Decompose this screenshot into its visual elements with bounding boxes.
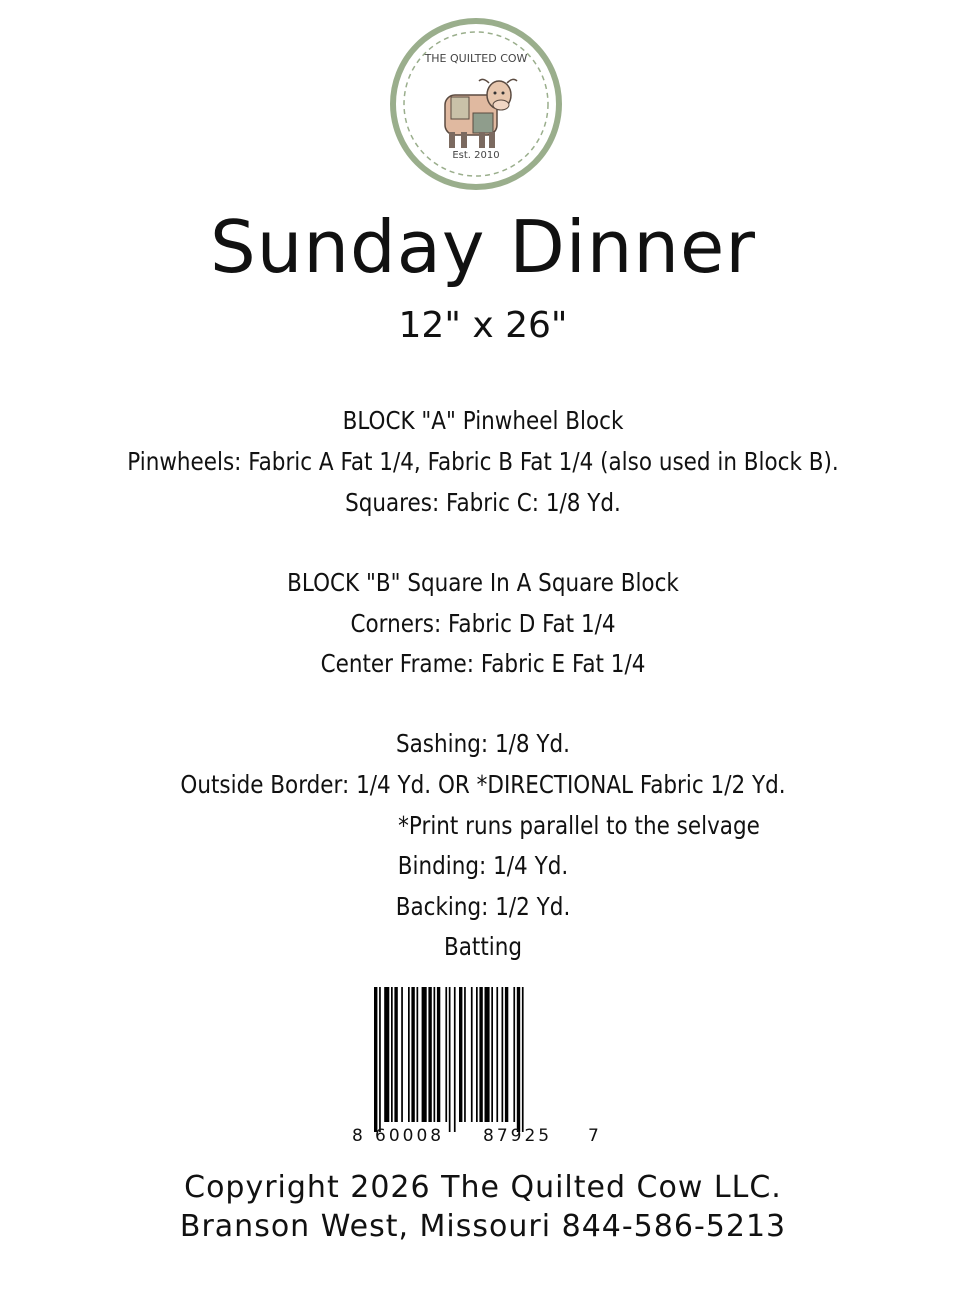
barcode-bar [505,987,508,1122]
backing-line: Backing: 1/2 Yd. [395,892,571,921]
block-b-corners: Corners: Fabric D Fat 1/4 [350,609,616,638]
barcode-bar [394,987,397,1122]
barcode-bar [454,987,456,1132]
barcode-bar [422,987,427,1122]
binding-line: Binding: 1/4 Yd. [397,851,569,880]
barcode-bar [471,987,473,1122]
barcode-bar [434,987,436,1122]
upc-barcode [352,985,612,1140]
barcode-bar [379,987,381,1132]
print-note-line: *Print runs parallel to the selvage [398,811,760,840]
barcode-bar [479,987,482,1122]
sashing-line: Sashing: 1/8 Yd. [395,729,571,758]
outside-border-line: Outside Border: 1/4 Yd. OR *DIRECTIONAL Fabric 1/2 Yd. [180,770,786,799]
barcode-bar [411,987,414,1122]
block-b-center-frame: Center Frame: Fabric E Fat 1/4 [320,649,646,678]
barcode-bar [445,987,447,1122]
barcode-right-digits: 87925 [483,1126,553,1146]
barcode-bar [496,987,498,1122]
barcode-bar [401,987,403,1122]
barcode-bar [464,987,466,1122]
barcode-bar [485,987,490,1122]
address-line: Branson West, Missouri 844-586-5213 [179,1209,787,1244]
barcode-bar [459,987,462,1122]
barcode-first-digit: 8 [352,1126,363,1146]
block-a-heading: BLOCK "A" Pinwheel Block [342,406,624,435]
barcode-bar [522,987,524,1132]
barcode-check-digit: 7 [588,1126,599,1146]
barcode-left-digits: 60008 [375,1126,445,1146]
barcode-bar [417,987,419,1122]
barcode-bar [449,987,451,1132]
block-a-pinwheels: Pinwheels: Fabric A Fat 1/4, Fabric B Fat 1/4 (also used in Block B). [127,447,839,476]
barcode-bar [374,987,377,1132]
barcode-bar [517,987,520,1132]
barcode-bar [391,987,393,1122]
barcode-bar [437,987,440,1122]
pattern-size: 12" x 26" [398,305,568,346]
logo-brand-text: THE QUILTED COW [424,52,528,65]
pattern-title: Sunday Dinner [210,205,756,289]
copyright-line: Copyright 2026 The Quilted Cow LLC. [184,1170,782,1205]
batting-line: Batting [443,932,523,961]
barcode-bar [476,987,478,1122]
barcode-bar [384,987,389,1122]
barcode-bar [502,987,504,1122]
barcode-bar [513,987,515,1122]
barcode-bar [428,987,431,1122]
block-a-squares: Squares: Fabric C: 1/8 Yd. [345,488,621,517]
barcode-bar [408,987,410,1122]
quilted-cow-logo [389,17,563,191]
logo-established-text: Est. 2010 [452,150,500,161]
block-b-heading: BLOCK "B" Square In A Square Block [287,568,679,597]
barcode-bar [491,987,493,1122]
